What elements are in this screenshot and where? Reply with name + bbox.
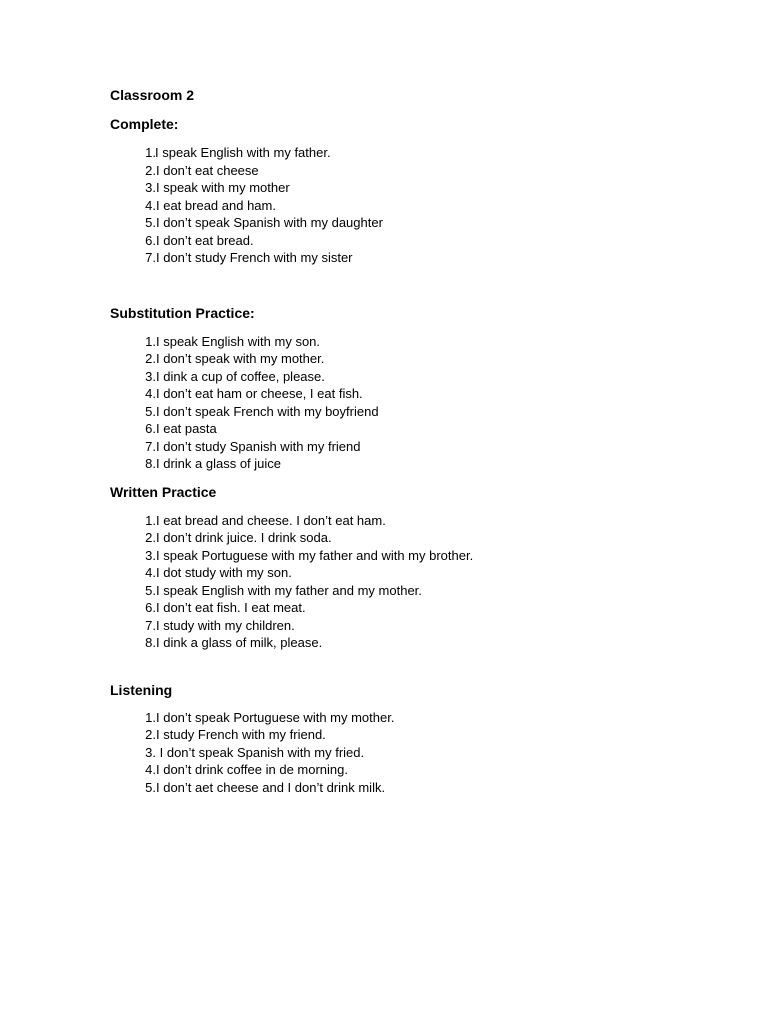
list-number: 2. — [145, 727, 156, 742]
document-page — [110, 86, 730, 796]
list-item — [110, 403, 730, 421]
section-written-practice — [110, 483, 730, 652]
list-number: 6. — [145, 421, 156, 436]
list-text: I drink a glass of juice — [156, 456, 282, 471]
list-number: 2. — [145, 530, 156, 545]
list-text: I don’t speak Portuguese with my mother. — [156, 709, 395, 725]
list-item — [110, 726, 730, 744]
list-item — [110, 385, 730, 403]
list-number: 2. — [145, 162, 156, 178]
list-item — [110, 455, 730, 473]
list-item — [110, 599, 730, 617]
list-text: I dot study with my son. — [156, 565, 292, 580]
list-number: 4. — [145, 762, 156, 777]
list-item — [110, 617, 730, 635]
list-number: 7. — [145, 438, 156, 454]
list-number: 3. — [145, 368, 156, 384]
list-text: I eat bread and ham. — [156, 197, 276, 213]
list-item — [110, 350, 730, 368]
list-item — [110, 779, 730, 797]
list-item — [110, 179, 730, 197]
list-text: I don’t eat bread. — [156, 232, 254, 248]
list-item — [110, 634, 730, 652]
list-item — [110, 420, 730, 438]
list-number: 8. — [145, 456, 156, 471]
section-heading: Complete: — [110, 116, 179, 132]
list-number: 8. — [145, 635, 156, 650]
list-item — [110, 333, 730, 351]
list-text: I speak English with my son. — [156, 333, 321, 349]
list-number: 5. — [145, 779, 156, 795]
list-item — [110, 197, 730, 215]
list-number: 5. — [145, 215, 156, 230]
list-text: I don’t speak Spanish with my daughter — [156, 215, 383, 230]
list-text: I don’t drink coffee in de morning. — [156, 762, 348, 777]
list-text: I don’t speak with my mother. — [156, 351, 325, 366]
list-text: I don’t eat fish. I eat meat. — [156, 600, 306, 615]
list-text: I don’t eat ham or cheese, I eat fish. — [156, 386, 363, 401]
list-item — [110, 564, 730, 582]
numbered-list — [110, 333, 730, 473]
list-text: I don’t aet cheese and I don’t drink milk. — [156, 779, 386, 795]
list-text: I speak Portuguese with my father and with my brother. — [156, 547, 474, 563]
list-item — [110, 144, 730, 162]
list-number: 3. — [145, 180, 156, 195]
list-item — [110, 744, 730, 762]
section-heading: Substitution Practice: — [110, 304, 255, 321]
list-number: 4. — [145, 386, 156, 401]
list-text: I eat pasta — [156, 421, 217, 436]
list-item — [110, 438, 730, 456]
list-item — [110, 368, 730, 386]
list-number: 6. — [145, 232, 156, 248]
list-number: 4. — [145, 197, 156, 213]
list-number: 6. — [145, 600, 156, 615]
list-text: I don’t speak Spanish with my fried. — [156, 744, 365, 760]
list-text: I dink a cup of coffee, please. — [156, 368, 325, 384]
list-item — [110, 709, 730, 727]
list-number: 7. — [145, 250, 156, 265]
list-number: 1. — [145, 709, 156, 725]
list-number: 1. — [145, 145, 156, 160]
list-item — [110, 582, 730, 600]
document-title: Classroom 2 — [110, 87, 195, 103]
numbered-list — [110, 512, 730, 652]
list-text: I don’t speak French with my boyfriend — [156, 403, 379, 419]
list-item — [110, 529, 730, 547]
list-text: I don’t study French with my sister — [156, 250, 353, 265]
list-number: 1. — [145, 333, 156, 349]
list-text: I speak English with my father. — [155, 145, 331, 160]
list-number: 1. — [145, 512, 156, 528]
section-heading: Listening — [110, 681, 173, 698]
list-text: I speak English with my father and my mother. — [156, 582, 422, 598]
list-number: 4. — [145, 565, 156, 580]
list-text: I speak with my mother — [156, 180, 290, 195]
numbered-list — [110, 709, 730, 797]
section-heading: Written Practice — [110, 483, 217, 500]
list-text: I dink a glass of milk, please. — [156, 635, 323, 650]
list-item — [110, 162, 730, 180]
list-number: 7. — [145, 617, 156, 633]
list-text: I don’t eat cheese — [156, 162, 259, 178]
list-item — [110, 761, 730, 779]
list-number: 5. — [145, 582, 156, 598]
section-listening — [110, 681, 730, 797]
list-item — [110, 547, 730, 565]
list-text: I don’t study Spanish with my friend — [156, 438, 361, 454]
list-text: I study with my children. — [156, 617, 295, 633]
numbered-list — [110, 144, 730, 267]
list-item — [110, 232, 730, 250]
section-substitution-practice — [110, 304, 730, 473]
list-text: I study French with my friend. — [156, 727, 326, 742]
list-number: 3. — [145, 744, 156, 760]
list-number: 5. — [145, 403, 156, 419]
list-text: I don’t drink juice. I drink soda. — [156, 530, 332, 545]
list-item — [110, 249, 730, 267]
list-number: 3. — [145, 547, 156, 563]
list-number: 2. — [145, 351, 156, 366]
list-text: I eat bread and cheese. I don’t eat ham. — [156, 512, 386, 528]
list-item — [110, 512, 730, 530]
section-complete — [110, 115, 730, 267]
list-item — [110, 214, 730, 232]
